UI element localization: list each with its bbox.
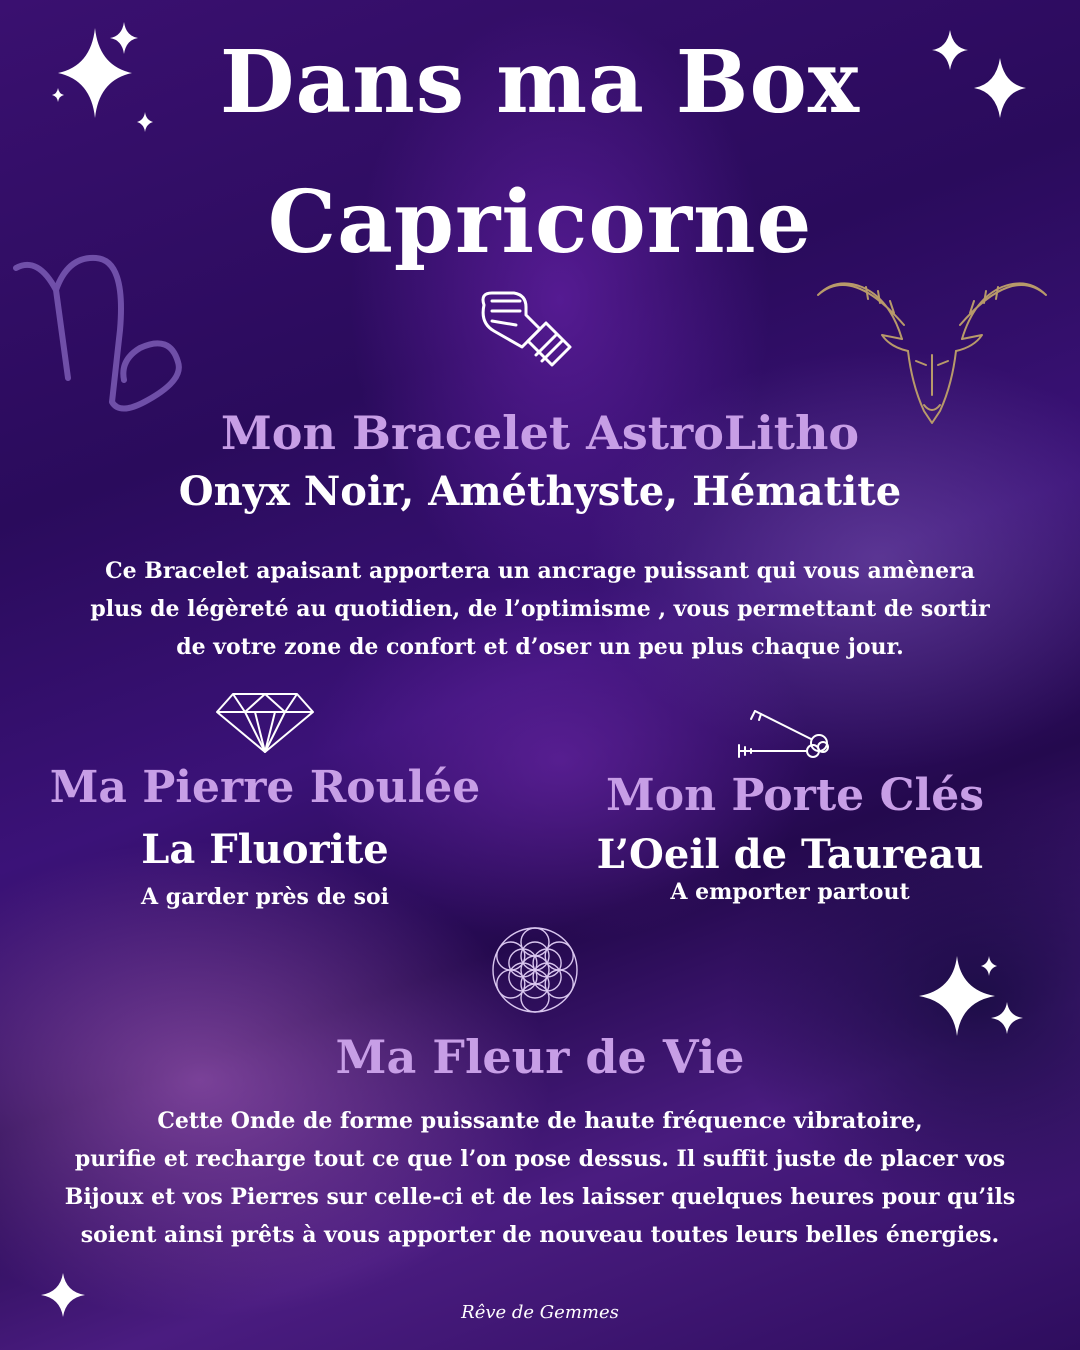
pierre-heading: Ma Pierre Roulée (49, 762, 481, 813)
keys-icon (735, 705, 835, 761)
description-line: soient ainsi prêts à vous apporter de nouveau toutes leurs belles énergies. (80, 1222, 1000, 1248)
flower-of-life-icon (490, 925, 580, 1015)
sparkle-icon (919, 956, 995, 1036)
description-line: Ce Bracelet apaisant apportera un ancrage puissant qui vous amènera (105, 558, 975, 584)
pierre-name: La Fluorite (141, 826, 389, 873)
title-line-2: Capricorne (267, 172, 813, 273)
fleur-description (0, 1102, 1080, 1254)
capricorn-symbol-icon (8, 250, 198, 420)
title-line-1: Dans ma Box (219, 32, 861, 133)
description-line: plus de légèreté au quotidien, de l’optimisme , vous permettant de sortir (90, 596, 990, 622)
porte-cles-heading: Mon Porte Clés (606, 770, 984, 821)
brand-signature: Rêve de Gemmes (461, 1302, 619, 1323)
diamond-icon (215, 690, 315, 756)
porte-cles-note: A emporter partout (670, 879, 910, 905)
sparkle-icon (991, 1002, 1023, 1034)
goat-head-icon (812, 255, 1052, 430)
porte-cles-name: L’Oeil de Taureau (596, 831, 984, 878)
bracelet-heading: Mon Bracelet AstroLitho (220, 406, 860, 460)
bracelet-description (0, 552, 1080, 666)
sparkle-icon (981, 956, 997, 976)
description-line: Cette Onde de forme puissante de haute fréquence vibratoire, (157, 1108, 923, 1134)
description-line: Bijoux et vos Pierres sur celle-ci et de les laisser quelques heures pour qu’ils (64, 1184, 1016, 1210)
pierre-note: A garder près de soi (140, 884, 390, 910)
bracelet-stones: Onyx Noir, Améthyste, Hématite (178, 468, 902, 515)
hand-bracelet-icon (470, 285, 580, 395)
description-line: de votre zone de confort et d’oser un peu plus chaque jour. (176, 634, 904, 660)
fleur-heading: Ma Fleur de Vie (335, 1030, 745, 1084)
description-line: purifie et recharge tout ce que l’on pose dessus. Il suffit juste de placer vos (74, 1146, 1006, 1172)
